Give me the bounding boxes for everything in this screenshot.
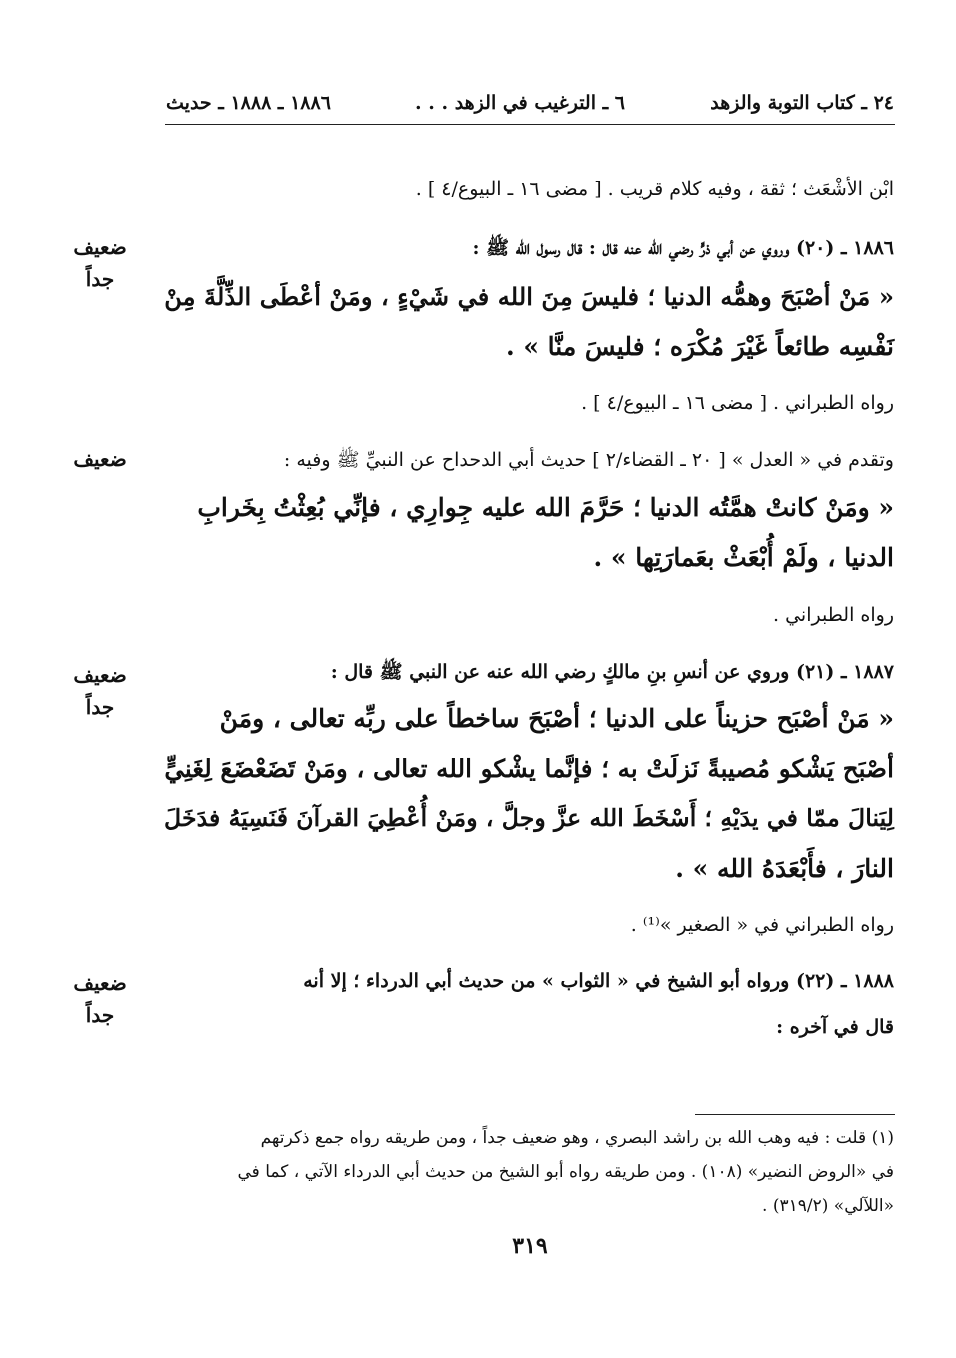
hadith-1886-text: « مَنْ أصْبَحَ وهمُّه الدنيا ؛ فليسَ مِنَ الله في شَيْءٍ ، ومَنْ أعْطَى الذِّلَّةَ مِنْ	[164, 282, 894, 311]
hadith-1887-text: لِيَنالَ ممّا في يدَيْهِ ؛ أَسْخَطَ الله عزَّ وجلَّ ، ومَنْ أُعْطِيَ القرآنَ فَنَسِيَهُ فدَخَلَ	[164, 804, 894, 832]
grade-label: ضعيف	[73, 971, 127, 995]
hadith-1888-text: قال في آخره :	[776, 1016, 894, 1038]
hadith-1887-text: « مَنْ أصْبَح حزيناً على الدنيا ؛ أصْبَحَ ساخطاً على ربِّه تعالى ، ومَنْ	[219, 704, 894, 733]
source-line: رواه الطبراني في « الصغير »⁽¹⁾ .	[630, 914, 894, 936]
page-number: ٣١٩	[512, 1233, 548, 1259]
grade-label: ضعيف	[73, 235, 127, 259]
footnote-line: في «الروض النضير» (١٠٨) . ومن طريقه رواه أبو الشيخ من حديث أبي الدرداء الآتي ، كما في	[237, 1162, 894, 1182]
grade-label: جداً	[85, 267, 115, 291]
header-chapter: ٢٤ ـ كتاب التوبة والزهد	[710, 92, 894, 114]
body-line: ابْن الأشْعَث ؛ ثقة ، وفيه كلام قريب . [ مضى ١٦ ـ البيوع/٤ ] .	[415, 178, 894, 200]
hadith-1887-intro: ١٨٨٧ ـ (٢١) وروي عن أنسِ بنِ مالكٍ رضي الله عنه عن النبي ﷺ قال :	[330, 661, 894, 683]
footnote-rule	[695, 1114, 895, 1115]
hadith-1886-text: نَفْسِه طائعاً غَيْرَ مُكْرَه ؛ فليسَ منَّا » .	[505, 332, 894, 361]
header-rule	[165, 124, 895, 125]
footnote-line: «اللآلي» (٣١٩/٢) .	[762, 1196, 894, 1216]
source-line: رواه الطبراني .	[773, 604, 894, 626]
hadith-1886-intro: ١٨٨٦ ـ (٢٠) وروي عن أبي ذرٍّ رضي الله عنه قال : قال رسول الله ﷺ :	[472, 237, 894, 259]
header-section: ٦ ـ الترغيب في الزهد . . .	[415, 92, 626, 114]
grade-label: ضعيف	[73, 447, 127, 471]
grade-label: جداً	[85, 695, 115, 719]
footnote-line: (١) قلت : فيه وهب الله بن راشد البصري ، وهو ضعيف جداً ، ومن طريقه رواه جمع ذكرتهم	[260, 1128, 894, 1148]
hadith-text: الدنيا ، ولَمْ أُبْعَثْ بعَمارَتِها » .	[593, 543, 894, 572]
hadith-text: « ومَنْ كانتْ همَّتُه الدنيا ؛ حَرَّمَ الله عليه جِوارِي ، فإنِّي بُعِثْتُ بِخَرابِ	[197, 493, 894, 522]
grade-label: جداً	[85, 1003, 115, 1027]
grade-label: ضعيف	[73, 663, 127, 687]
hadith-1887-text: أصْبَح يَشْكو مُصيبةً نَزلَتْ به ؛ فإنَّما يشْكو الله تعالى ، ومَنْ تَضَعْضَعَ لِغَنِيٍّ	[164, 754, 894, 783]
hadith-1887-text: النارَ ، فأَبْعَدَهُ الله » .	[675, 854, 894, 883]
source-line: رواه الطبراني . [ مضى ١٦ ـ البيوع/٤ ] .	[581, 392, 894, 414]
hadith-1888-intro: ١٨٨٨ ـ (٢٢) ورواه أبو الشيخ في « الثواب » من حديث أبي الدرداء ؛ إلا أنه	[303, 970, 894, 992]
header-hadith-range: ١٨٨٦ ـ ١٨٨٨ ـ حديث	[166, 92, 331, 114]
cross-reference: وتقدم في « العدل » [ ٢٠ ـ القضاء/٢ ] حديث أبي الدحداح عن النبيِّ ﷺ وفيه :	[283, 449, 894, 471]
